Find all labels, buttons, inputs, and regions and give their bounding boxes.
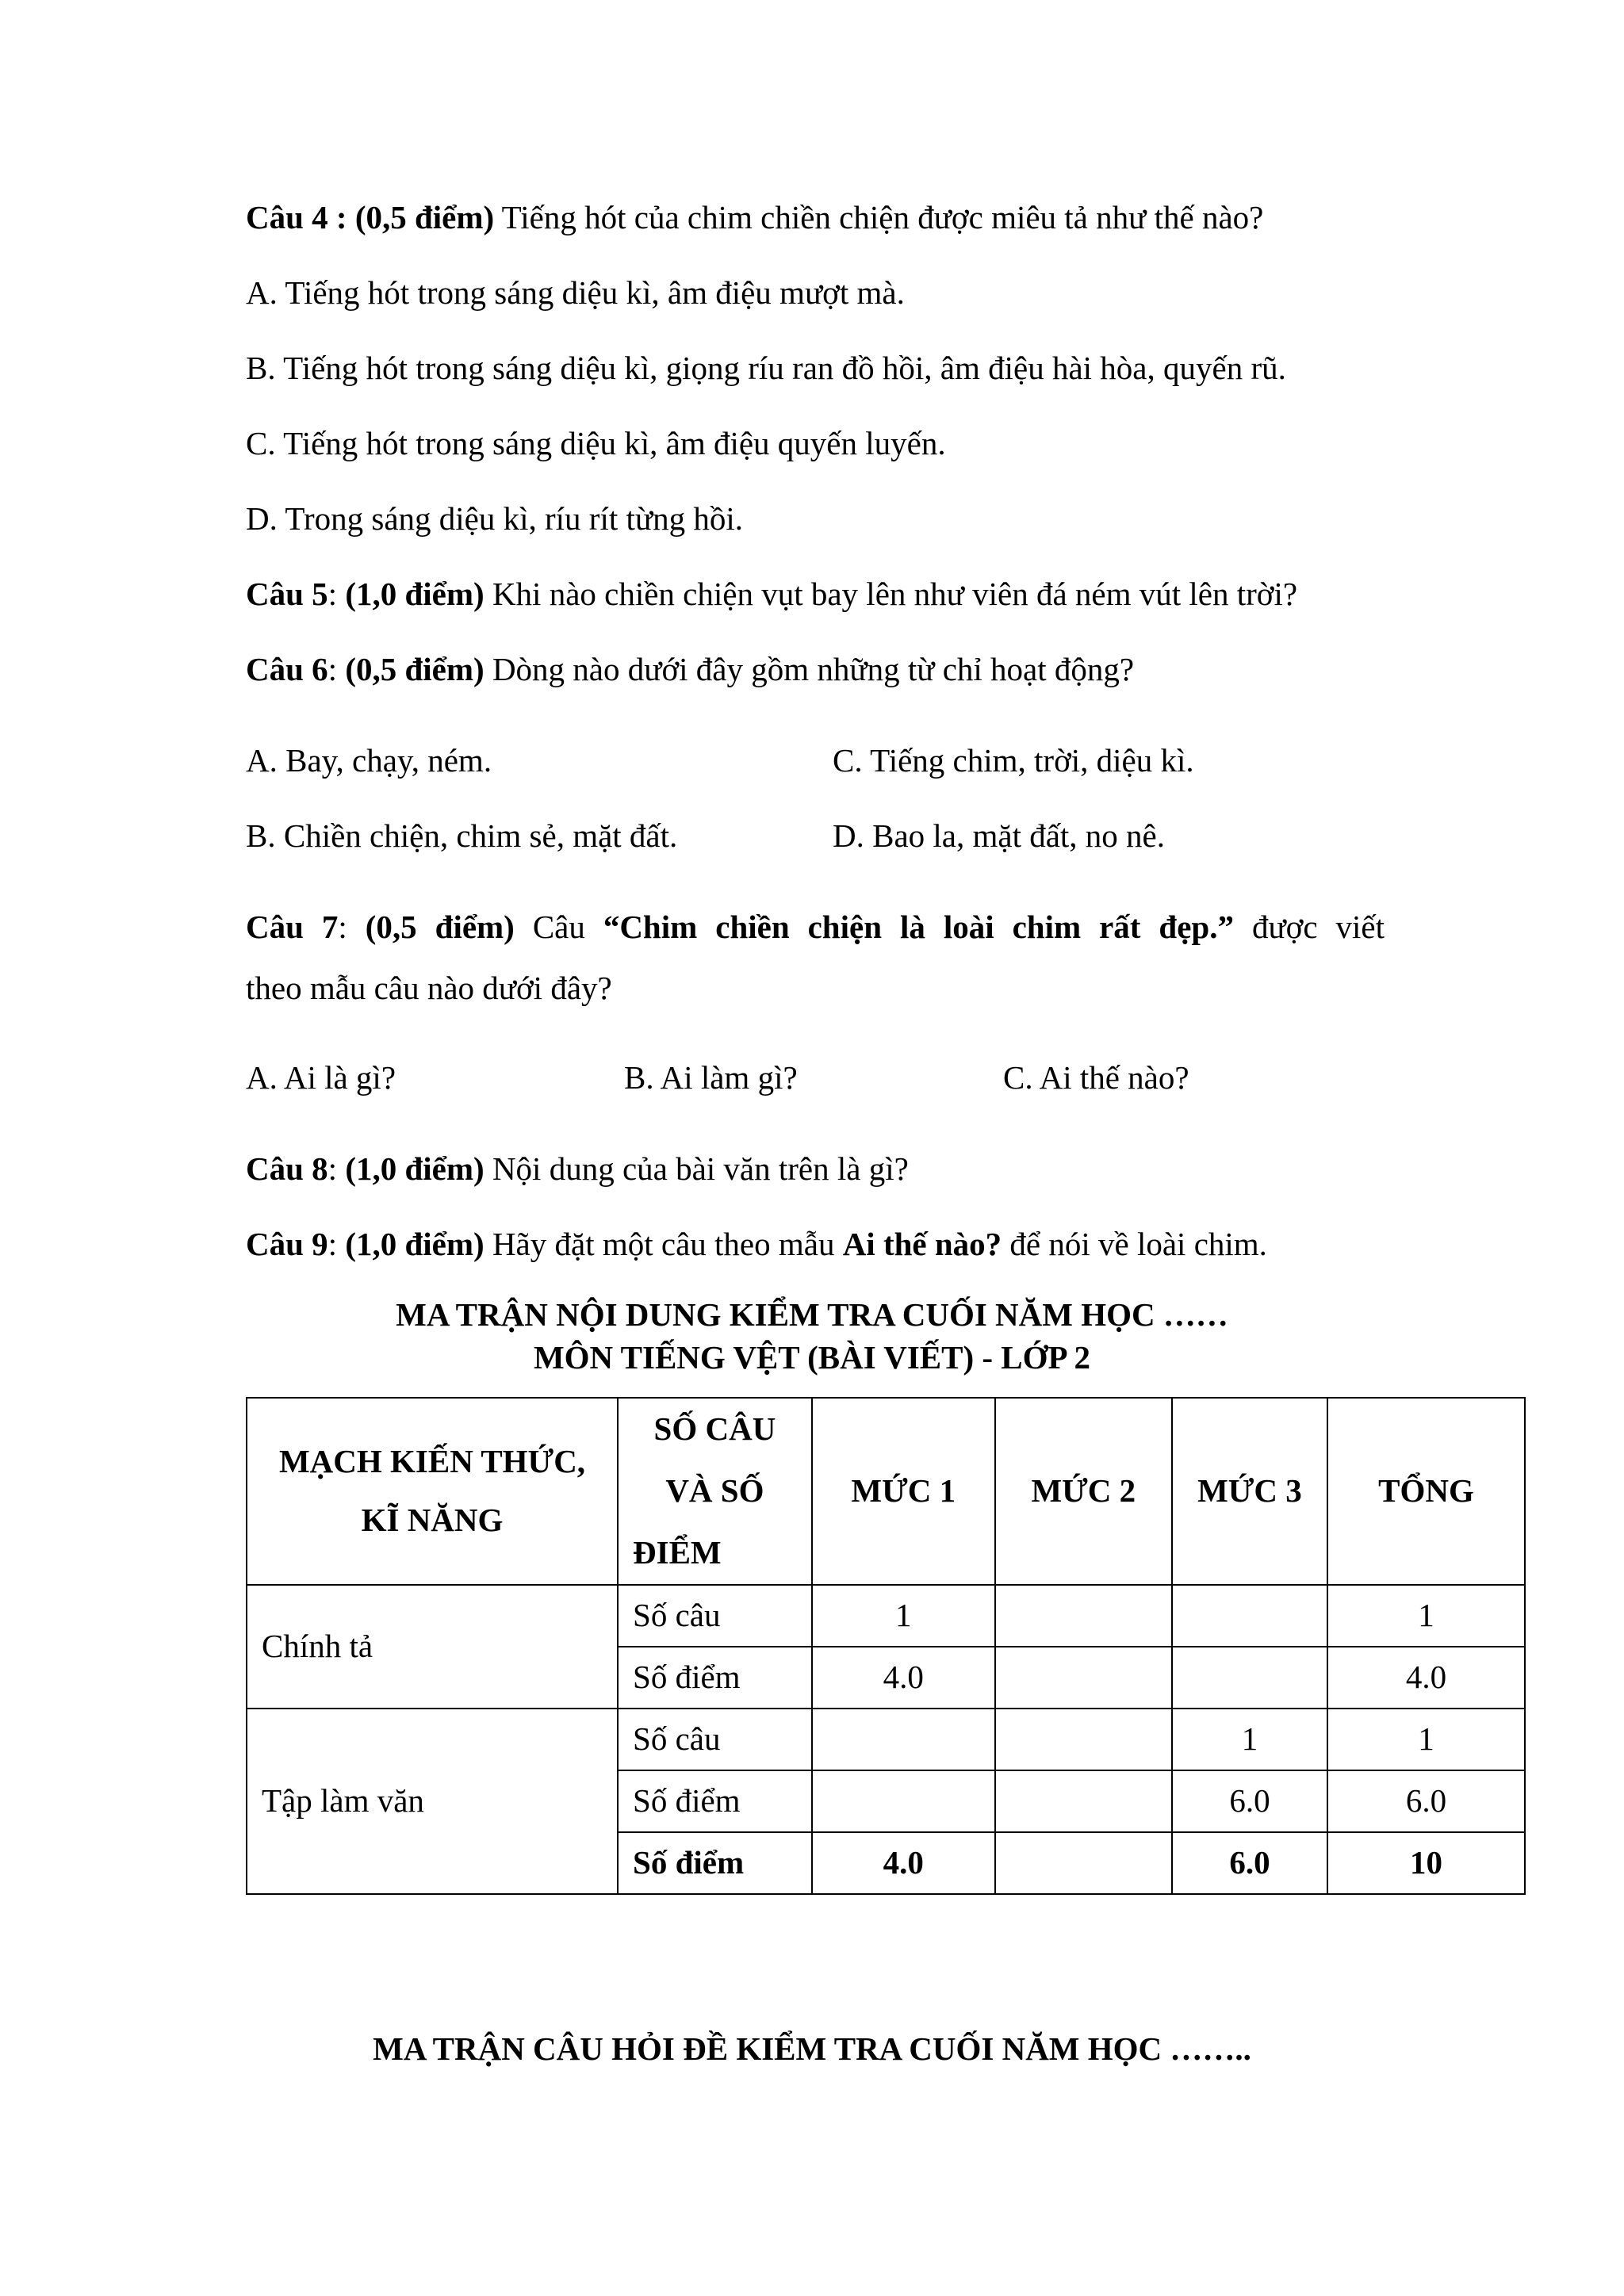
question-5-number: Câu 5	[246, 576, 328, 612]
header-level-2: MỨC 2	[995, 1398, 1172, 1585]
cell-metric: Số điểm	[618, 1770, 812, 1832]
question-8	[246, 1150, 909, 1188]
cell-metric: Số câu	[618, 1709, 812, 1770]
question-7-option-c: C. Ai thế nào?	[1003, 1059, 1189, 1096]
cell-metric: Số điểm	[618, 1832, 812, 1894]
cell-level-3: 6.0	[1172, 1770, 1327, 1832]
header-total: TỔNG	[1327, 1398, 1525, 1585]
group-chinh-ta: Chính tả	[247, 1585, 618, 1709]
cell-level-3: 6.0	[1172, 1832, 1327, 1894]
question-4-option-a: A. Tiếng hót trong sáng diệu kì, âm điệu mượt mà.	[246, 274, 905, 311]
question-4-label: Câu 4 : (0,5 điểm)	[246, 199, 495, 235]
question-6-sep: :	[327, 651, 346, 687]
question-8-sep: :	[327, 1150, 346, 1187]
question-5-text: Khi nào chiền chiện vụt bay lên như viên đá ném vút lên trời?	[484, 576, 1298, 612]
header-count-points: SỐ CÂU VÀ SỐ ĐIỂM	[618, 1398, 812, 1585]
cell-level-3	[1172, 1647, 1327, 1709]
question-4	[246, 198, 1263, 237]
matrix-1-title: MA TRẬN NỘI DUNG KIỂM TRA CUỐI NĂM HỌC ……	[396, 1296, 1228, 1333]
header-level-1: MỨC 1	[812, 1398, 995, 1585]
cell-metric: Số câu	[618, 1585, 812, 1647]
question-7-text-b: được viết	[1233, 909, 1385, 945]
matrix-2-title: MA TRẬN CÂU HỎI ĐỀ KIỂM TRA CUỐI NĂM HỌC ……..	[373, 2030, 1251, 2067]
group-tap-lam-van: Tập làm văn	[247, 1709, 618, 1894]
question-9-points: (1,0 điểm)	[345, 1226, 485, 1262]
question-8-number: Câu 8	[246, 1150, 328, 1187]
table-row	[247, 1585, 1525, 1647]
question-6-points: (0,5 điểm)	[345, 651, 485, 687]
question-7-number: Câu 7	[246, 909, 339, 945]
question-7-sep: :	[338, 909, 366, 945]
question-7-points: (0,5 điểm)	[365, 909, 515, 945]
question-7-option-a: A. Ai là gì?	[246, 1059, 396, 1096]
question-6	[246, 650, 1134, 689]
question-9	[246, 1225, 1267, 1264]
cell-level-2	[995, 1585, 1172, 1647]
question-8-text: Nội dung của bài văn trên là gì?	[484, 1150, 909, 1187]
cell-level-2	[995, 1832, 1172, 1894]
question-4-option-c: C. Tiếng hót trong sáng diệu kì, âm điệu quyến luyến.	[246, 425, 946, 461]
cell-level-1	[812, 1709, 995, 1770]
cell-total: 1	[1327, 1709, 1525, 1770]
cell-level-2	[995, 1770, 1172, 1832]
question-9-number: Câu 9	[246, 1226, 328, 1262]
question-4-option-b: B. Tiếng hót trong sáng diệu kì, giọng ríu ran đồ hồi, âm điệu hài hòa, quyến rũ.	[246, 350, 1286, 386]
question-6-number: Câu 6	[246, 651, 328, 687]
question-4-text: Tiếng hót của chim chiền chiện được miêu tả như thế nào?	[494, 199, 1264, 235]
cell-level-1: 4.0	[812, 1832, 995, 1894]
question-6-option-d: D. Bao la, mặt đất, no nê.	[833, 817, 1166, 854]
header-knowledge: MẠCH KIẾN THỨC, KĨ NĂNG	[247, 1398, 618, 1585]
question-7-quote: “Chim chiền chiện là loài chim rất đẹp.”	[603, 909, 1234, 945]
cell-total: 1	[1327, 1585, 1525, 1647]
cell-level-2	[995, 1647, 1172, 1709]
matrix-1-table	[246, 1397, 1526, 1895]
question-8-points: (1,0 điểm)	[345, 1150, 485, 1187]
cell-level-2	[995, 1709, 1172, 1770]
table-header-row	[247, 1398, 1525, 1585]
question-9-bold: Ai thế nào?	[842, 1226, 1002, 1262]
table-row	[247, 1709, 1525, 1770]
question-5-points: (1,0 điểm)	[345, 576, 485, 612]
question-7-line-2: theo mẫu câu nào dưới đây?	[246, 970, 612, 1006]
question-9-sep: :	[327, 1226, 346, 1262]
cell-level-3: 1	[1172, 1709, 1327, 1770]
question-6-option-b: B. Chiền chiện, chim sẻ, mặt đất.	[246, 817, 678, 854]
cell-total: 10	[1327, 1832, 1525, 1894]
question-9-text-b: để nói về loài chim.	[1002, 1226, 1267, 1262]
question-7-text-a: Câu	[514, 909, 603, 945]
question-4-option-d: D. Trong sáng diệu kì, ríu rít từng hồi.	[246, 500, 743, 537]
cell-level-1: 1	[812, 1585, 995, 1647]
header-level-3: MỨC 3	[1172, 1398, 1327, 1585]
matrix-1-subtitle: MÔN TIẾNG VỆT (BÀI VIẾT) - LỚP 2	[533, 1339, 1091, 1376]
cell-metric: Số điểm	[618, 1647, 812, 1709]
question-7-option-b: B. Ai làm gì?	[624, 1059, 798, 1096]
question-5-sep: :	[327, 576, 346, 612]
question-9-text-a: Hãy đặt một câu theo mẫu	[484, 1226, 843, 1262]
cell-total: 6.0	[1327, 1770, 1525, 1832]
cell-level-1: 4.0	[812, 1647, 995, 1709]
question-6-text: Dòng nào dưới đây gồm những từ chỉ hoạt động?	[484, 651, 1135, 687]
cell-level-1	[812, 1770, 995, 1832]
cell-level-3	[1172, 1585, 1327, 1647]
question-5	[246, 575, 1297, 614]
question-6-option-a: A. Bay, chạy, ném.	[246, 742, 492, 779]
cell-total: 4.0	[1327, 1647, 1525, 1709]
question-7-line-1	[246, 908, 1385, 947]
question-6-option-c: C. Tiếng chim, trời, diệu kì.	[833, 742, 1194, 779]
